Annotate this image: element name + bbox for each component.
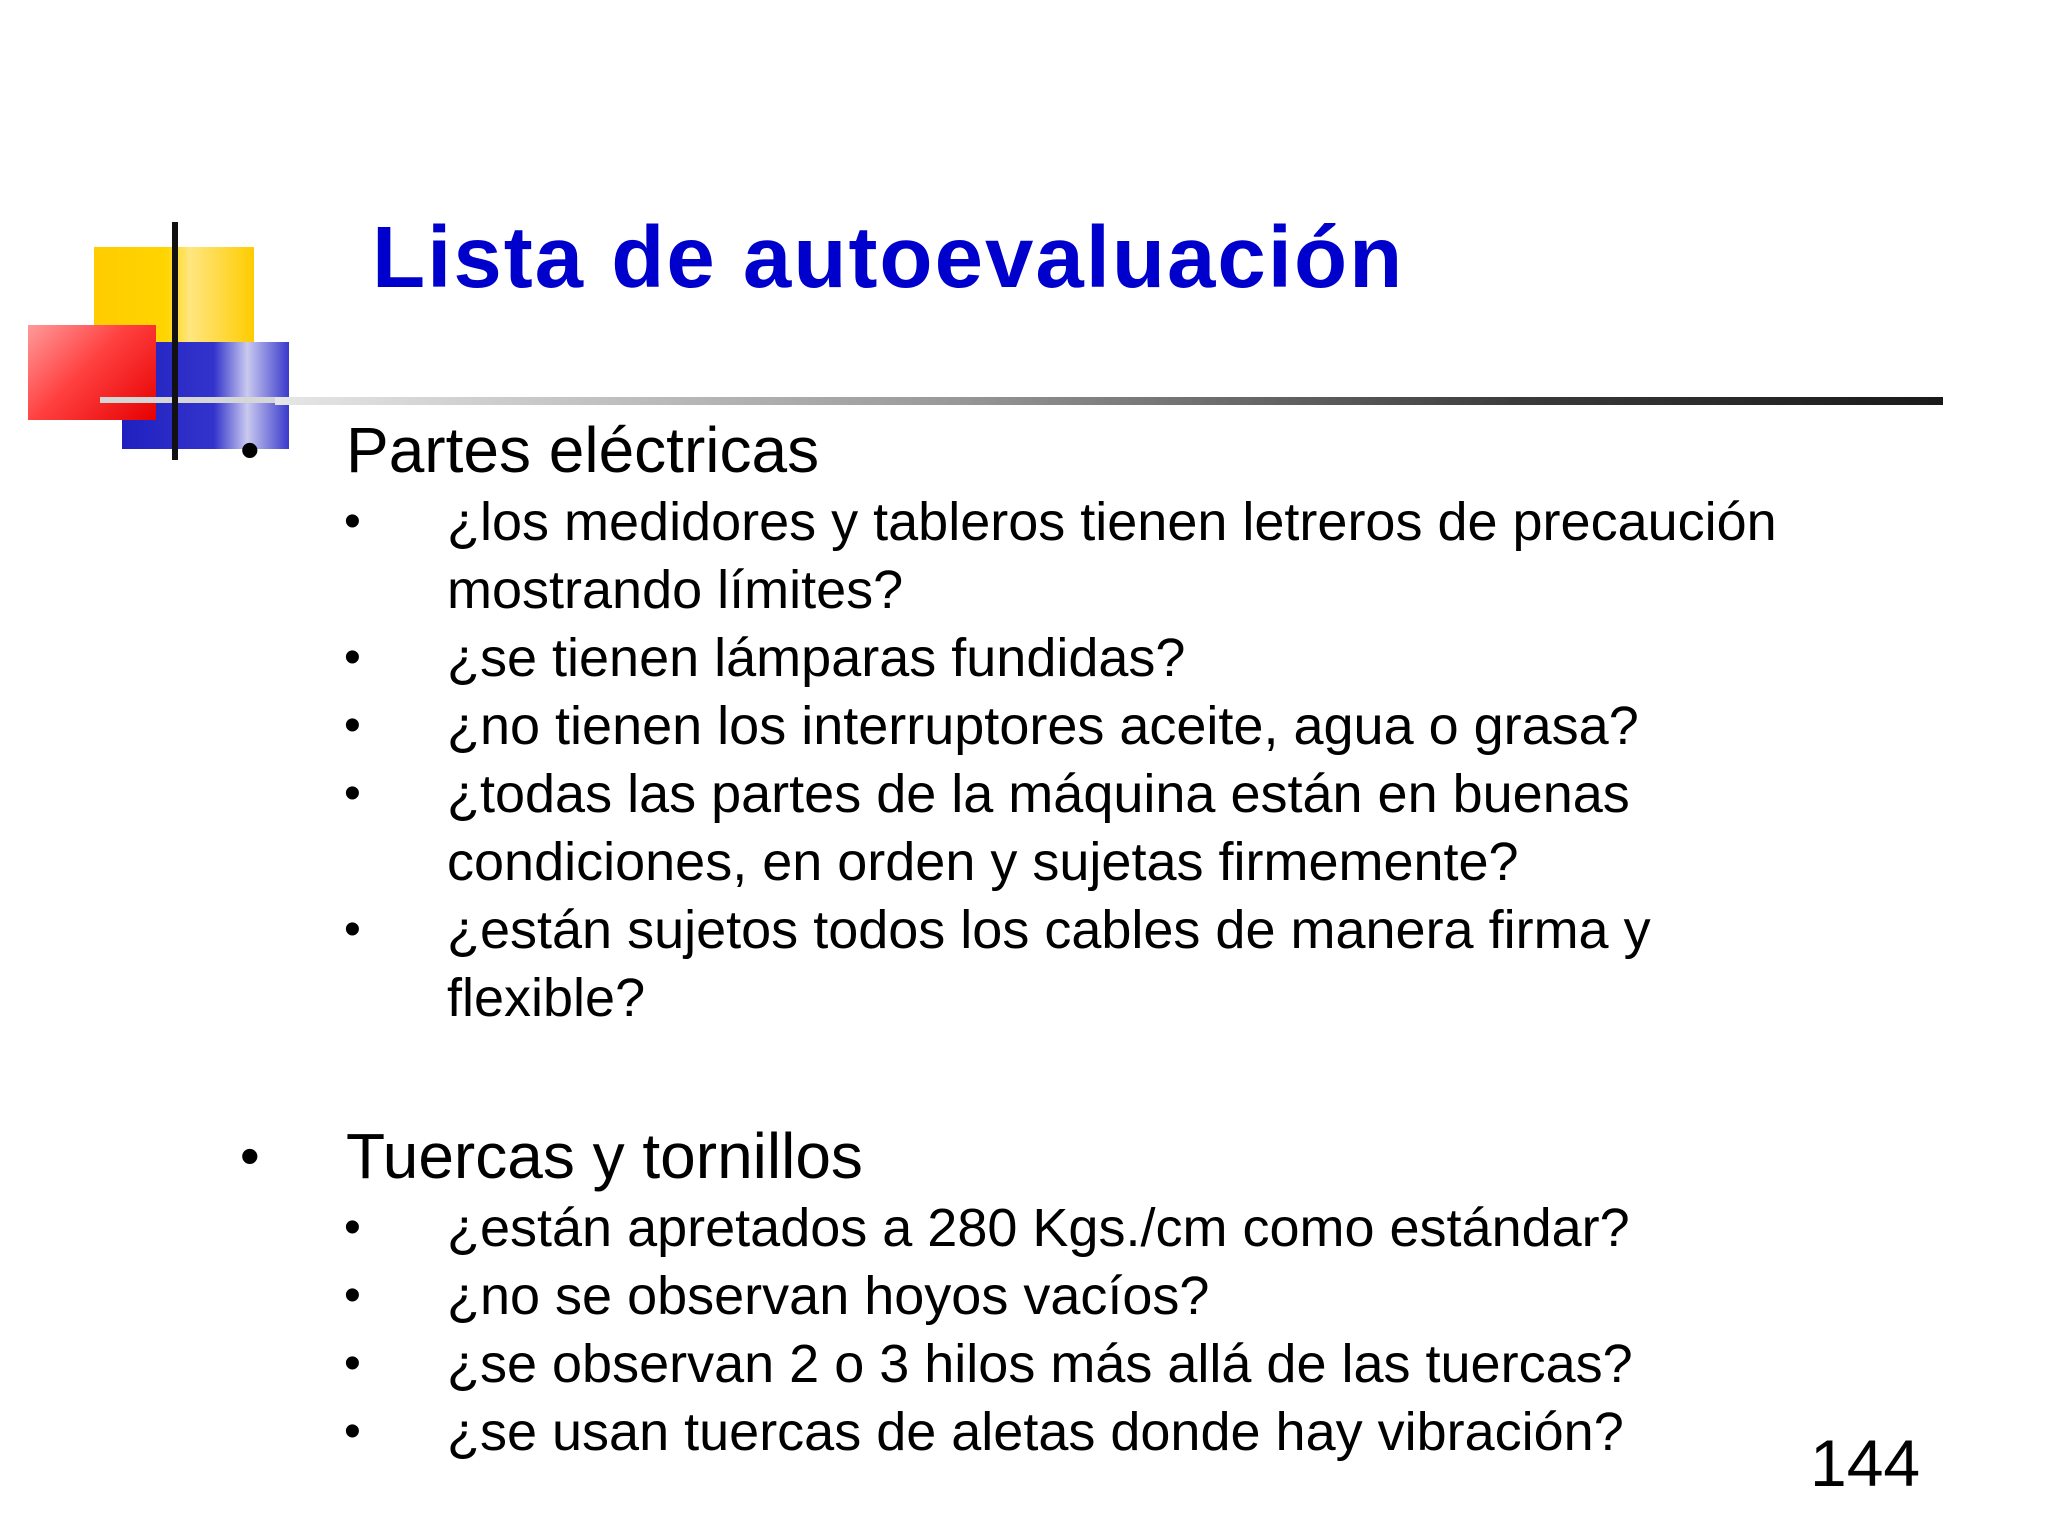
checklist-item bbox=[240, 896, 1800, 1032]
checklist-item bbox=[240, 624, 1800, 692]
checklist-item bbox=[240, 692, 1800, 760]
slide-title: Lista de autoevaluación bbox=[372, 209, 1405, 306]
checklist-item-text: ¿se usan tuercas de aletas donde hay vibración? bbox=[447, 1402, 1624, 1462]
checklist bbox=[240, 1194, 1800, 1466]
section-heading: Partes eléctricas bbox=[346, 414, 820, 486]
bullet-icon: • bbox=[344, 631, 361, 684]
section-heading-row bbox=[240, 412, 1800, 488]
checklist bbox=[240, 488, 1800, 1032]
checklist-item bbox=[240, 488, 1800, 624]
bullet-icon: • bbox=[344, 767, 361, 820]
bullet-icon: • bbox=[344, 1201, 361, 1254]
checklist-item-text: ¿se observan 2 o 3 hilos más allá de las tuercas? bbox=[447, 1334, 1633, 1394]
checklist-item-text: ¿todas las partes de la máquina están en buenas condiciones, en orden y sujetas firmemente? bbox=[447, 764, 1630, 892]
bullet-icon: • bbox=[344, 1269, 361, 1322]
section-partes-electricas bbox=[240, 412, 1800, 1032]
checklist-item-text: ¿no se observan hoyos vacíos? bbox=[447, 1266, 1210, 1326]
section-heading: Tuercas y tornillos bbox=[346, 1120, 863, 1192]
bullet-icon: • bbox=[344, 1337, 361, 1390]
bullet-icon: • bbox=[344, 1405, 361, 1458]
bullet-icon: • bbox=[344, 495, 361, 548]
bullet-icon: • bbox=[240, 418, 260, 481]
page-number: 144 bbox=[1810, 1426, 1921, 1500]
checklist-item bbox=[240, 1330, 1800, 1398]
checklist-item-text: ¿están apretados a 280 Kgs./cm como estándar? bbox=[447, 1198, 1630, 1258]
bullet-icon: • bbox=[344, 903, 361, 956]
bullet-icon: • bbox=[344, 699, 361, 752]
checklist-item bbox=[240, 760, 1800, 896]
section-tuercas-y-tornillos bbox=[240, 1118, 1800, 1466]
checklist-item bbox=[240, 1398, 1800, 1466]
checklist-item-text: ¿los medidores y tableros tienen letreros de precaución mostrando límites? bbox=[447, 492, 1777, 620]
checklist-item-text: ¿no tienen los interruptores aceite, agua o grasa? bbox=[447, 696, 1639, 756]
bullet-icon: • bbox=[240, 1124, 260, 1187]
checklist-item-text: ¿están sujetos todos los cables de manera firma y flexible? bbox=[447, 900, 1651, 1028]
checklist-item bbox=[240, 1194, 1800, 1262]
checklist-item bbox=[240, 1262, 1800, 1330]
section-heading-row bbox=[240, 1118, 1800, 1194]
checklist-item-text: ¿se tienen lámparas fundidas? bbox=[447, 628, 1186, 688]
